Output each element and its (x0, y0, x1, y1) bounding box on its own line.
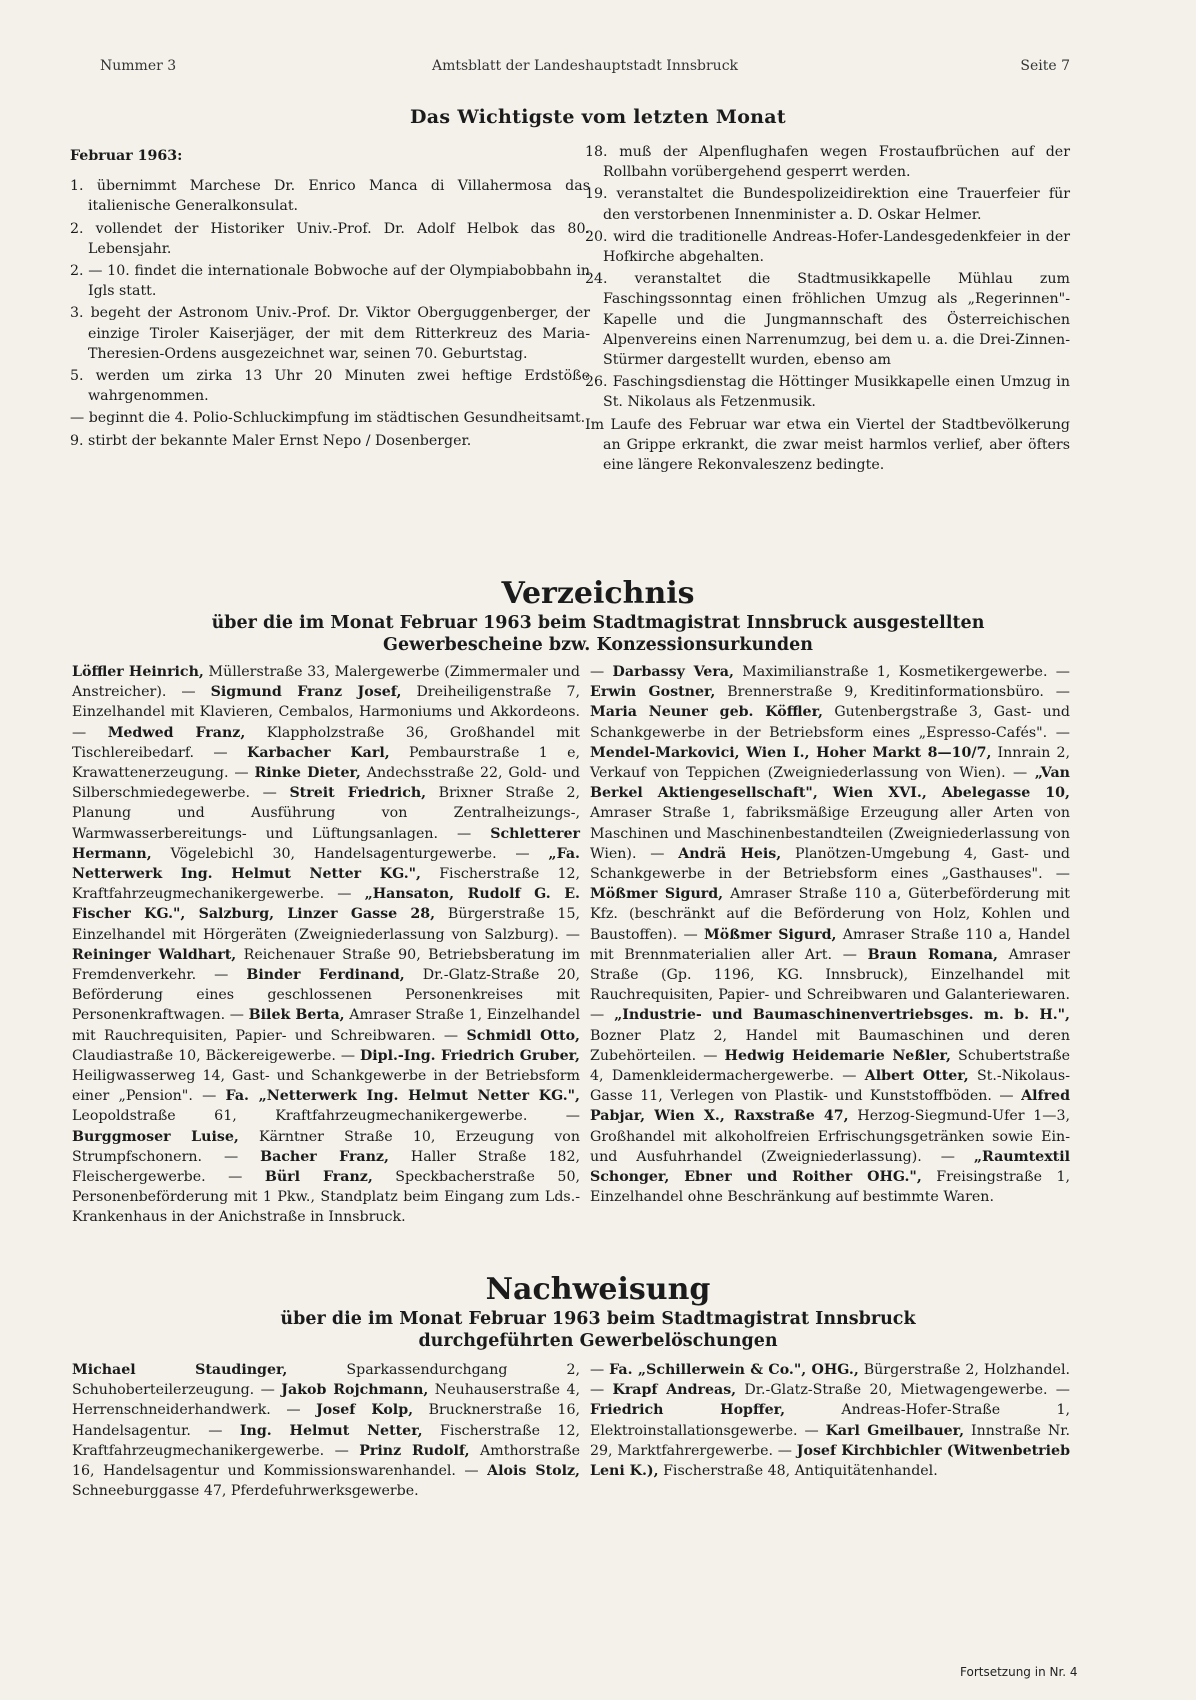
entry-text: Heiligwasserweg 14, Gast- und Schankgewerbe in der Betriebsform einer „Pension". — (72, 1068, 580, 1105)
running-text (72, 1360, 580, 1501)
entry-text: Bozner Platz 2, Handel mit Baumaschinen und deren Zubehörteilen. — (590, 1027, 1070, 1064)
chronicle-item: 20. wird die traditionelle Andreas-Hofer-Landesgedenkfeier in der Hofkirche abgehalten. (585, 228, 1070, 266)
entry-name: Binder Ferdinand, (246, 967, 405, 984)
entry-text: Innstraße Nr. 29, Marktfahrergewerbe. — (590, 1422, 1070, 1459)
continuation-note: Fortsetzung in Nr. 4 (960, 1665, 1078, 1679)
entry-text: Speckbacherstraße 50, Personenbeförderung mit 1 Pkw., Standplatz beim Eingang zum Lds.-Krankenhaus in der Anichstraße in Innsbruck. (72, 1169, 580, 1226)
chronicle-item: 1. übernimmt Marchese Dr. Enrico Manca di Villahermosa das italienische Generalkonsulat. (70, 178, 590, 215)
entry-name: Andrä Heis, (678, 845, 782, 862)
chronicle-item: 19. veranstaltet die Bundespolizeidirektion eine Trauerfeier für den verstorbenen Innenminister a. D. Oskar Helmer. (585, 186, 1070, 223)
entry-name: Alfred Pabjar, Wien X., Raxstraße 47, (590, 1088, 1070, 1125)
entry-name: Michael Staudinger, (72, 1362, 288, 1378)
entry-name: Fa. „Schillerwein & Co.", OHG., (609, 1362, 859, 1378)
entry-name: Hedwig Heidemarie Neßler, (724, 1047, 951, 1064)
entry-text: Dreiheiligenstraße 7, Einzelhandel mit Klavieren, Cembalos, Harmoniums und Akkordeons. — (72, 684, 580, 741)
entry-name: Streit Friedrich, (289, 785, 427, 802)
verzeichnis-right-column (590, 662, 1070, 1209)
entry-name: Friedrich Hopffer, (590, 1402, 786, 1419)
verzeichnis-left-column (72, 662, 580, 1230)
entry-name: Burggmoser Luise, (72, 1128, 239, 1145)
chronicle-right-list (585, 142, 1070, 477)
verzeichnis-title: Verzeichnis (501, 576, 695, 611)
entry-name: „Hansaton, Rudolf G. E. Fischer KG.", Salzburg, Linzer Gasse 28, (72, 886, 580, 923)
publication-title: Amtsblatt der Landeshauptstadt Innsbruck (431, 58, 739, 74)
chronicle-item: 3. begeht der Astronom Univ.-Prof. Dr. Viktor Oberguggenberger, der einzige Tiroler Kaiserjäger, der mit dem Ritterkreuz des Maria-Theresien-Ordens ausgezeichnet war, seinen 70. Geburtstag. (70, 305, 590, 362)
entry-text: Innrain 2, Verkauf von Teppichen (Zweigniederlassung von Wien). — (590, 744, 1070, 782)
entry-text: Fischerstraße 48, Antiquitätenhandel. (658, 1463, 938, 1480)
verzeichnis-subtitle-2: Gewerbescheine bzw. Konzessionsurkunden (383, 635, 813, 655)
entry-name: „Industrie- und Baumaschinenvertriebsges. m. b. H.", (614, 1007, 1071, 1024)
page-number: Seite 7 (1020, 58, 1070, 74)
entry-name: Josef Kolp, (316, 1402, 414, 1419)
chronicle-item: 26. Faschingsdienstag die Höttinger Musikkapelle einen Umzug in St. Nikolaus als Fetzenmusik. (585, 374, 1070, 411)
entry-text: Pembaurstraße 1 e, Krawattenerzeugung. — (72, 744, 580, 782)
chronicle-left-column (70, 146, 590, 453)
entry-name: Mößmer Sigurd, (590, 886, 724, 903)
entry-name: Sigmund Franz Josef, (210, 684, 402, 701)
entry-text: Brucknerstraße 16, Handelsagentur. — (72, 1402, 580, 1439)
entry-text: Fischerstraße 12, Kraftfahrzeugmechanikergewerbe. — (72, 866, 581, 903)
entry-name: Dipl.-Ing. Friedrich Gruber, (359, 1047, 580, 1064)
running-text (590, 1360, 1070, 1481)
entry-text: Herzog-Siegmund-Ufer 1—3, Großhandel mit alkoholfreien Erfrischungsgetränken sowie Ein- und Ausfuhrhandel (Zweigniederlassung). — (590, 1108, 1070, 1165)
entry-name: „Fa. Netterwerk Ing. Helmut Netter KG.", (72, 845, 580, 883)
entry-text: Amraser Straße (Gp. 1196, KG. Innsbruck), Einzelhandel mit Rauchrequisiten, Papier- und Schreibwaren und Galanteriewaren. — (590, 946, 1070, 1024)
entry-name: Josef Kirchbichler (Witwenbetrieb Leni K.), (590, 1442, 1070, 1480)
entry-name: „Raumtextil Schonger, Ebner und Roither OHG.", (590, 1148, 1070, 1186)
entry-text: Maximilianstraße 1, Kosmetikergewerbe. — (733, 664, 1070, 680)
entry-name: Schmidl Otto, (466, 1027, 581, 1044)
entry-text: Brennerstraße 9, Kreditinformationsbüro. — (715, 684, 1070, 701)
chronicle-item: 2. vollendet der Historiker Univ.-Prof. Dr. Adolf Helbok das 80. Lebensjahr. (70, 220, 590, 257)
entry-text: Müllerstraße 33, Malergewerbe (Zimmermaler und Anstreicher). — (72, 664, 580, 701)
nachweisung-title: Nachweisung (485, 1272, 711, 1307)
entry-text: Bürgerstraße 2, Holzhandel. — (590, 1362, 1071, 1399)
entry-text: Brixner Straße 2, Planung und Ausführung von Zentralheizungs-, Warmwasserbereitungs- und Lüftungsanlagen. — (72, 785, 580, 842)
entry-name: Rinke Dieter, (254, 765, 361, 782)
chronicle-item: 2. — 10. findet die internationale Bobwoche auf der Olympiabobbahn in Igls statt. (70, 263, 590, 300)
entry-text: Amraser Straße 110 a, Güterbeförderung mit Kfz. (beschränkt auf die Beförderung von Holz, Kohlen und Baustoffen). — (590, 886, 1070, 943)
entry-text: Vögelebichl 30, Handelsagenturgewerbe. — (151, 845, 549, 862)
entry-text: Kärntner Straße 10, Erzeugung von Strumpfschonern. — (72, 1128, 580, 1165)
entry-text: — (590, 1362, 610, 1378)
chronicle-month-label: Februar 1963: (70, 148, 183, 164)
entry-text: Planötzen-Umgebung 4, Gast- und Schankgewerbe in der Betriebsform eines „Gasthauses". — (590, 845, 1070, 883)
entry-text: Leopoldstraße 61, Kraftfahrzeugmechanikergewerbe. — (72, 1108, 580, 1125)
entry-name: Medwed Franz, (107, 724, 246, 741)
section-title: Das Wichtigste vom letzten Monat (410, 106, 786, 128)
entry-text: Haller Straße 182, Fleischergewerbe. — (72, 1148, 580, 1186)
entry-text: Amthorstraße 16, Handelsagentur und Kommissionswarenhandel. — (72, 1442, 581, 1480)
entry-text: Schubertstraße 4, Damenkleidermachergewerbe. — (590, 1047, 1071, 1085)
chronicle-item: Im Laufe des Februar war etwa ein Viertel der Stadtbevölkerung an Grippe erkrankt, die zwar meist harmlos verlief, aber öfters eine längere Rekonvaleszenz bedingte. (585, 416, 1070, 474)
entry-name: Mößmer Sigurd, (704, 926, 837, 943)
entry-text: Sparkassendurchgang 2, Schuhoberteilerzeugung. — (72, 1362, 580, 1399)
entry-name: Ing. Helmut Netter, (239, 1422, 423, 1439)
entry-text: Amraser Straße 110 a, Handel mit Brennmaterialien aller Art. — (590, 926, 1070, 963)
entry-text: Freisingstraße 1, Einzelhandel ohne Beschränkung auf bestimmte Waren. (590, 1169, 1071, 1206)
entry-name: Prinz Rudolf, (359, 1442, 470, 1459)
entry-name: Fa. „Netterwerk Ing. Helmut Netter KG.", (225, 1088, 581, 1105)
entry-text: Andechsstraße 22, Gold- und Silberschmiedegewerbe. — (72, 765, 580, 802)
chronicle-item: 18. muß der Alpenflughafen wegen Frostaufbrüchen auf der Rollbahn vorübergehend gesperrt werden. (585, 144, 1070, 181)
entry-name: „Van Berkel Aktiengesellschaft", Wien XVI., Abelegasse 10, (590, 765, 1070, 802)
entry-text: St.-Nikolaus-Gasse 11, Verlegen von Plastik- und Kunststoffböden. — (590, 1068, 1070, 1105)
entry-text: — (590, 664, 613, 680)
entry-text: Klappholzstraße 36, Großhandel mit Tischlereibedarf. — (72, 724, 580, 761)
entry-name: Braun Romana, (867, 946, 998, 963)
nachweisung-subtitle-1: über die im Monat Februar 1963 beim Stadtmagistrat Innsbruck (280, 1309, 916, 1329)
entry-text: Reichenauer Straße 90, Betriebsberatung im Fremdenverkehr. — (72, 946, 580, 984)
entry-text: Fischerstraße 12, Kraftfahrzeugmechanikergewerbe. — (72, 1422, 580, 1459)
entry-name: Bilek Berta, (248, 1007, 345, 1024)
entry-name: Karbacher Karl, (246, 744, 390, 761)
entry-text: Dr.-Glatz-Straße 20, Beförderung eines geschlossenen Personenkreises mit Personenkraftwagen. — (72, 967, 580, 1024)
verzeichnis-heading (0, 576, 1196, 656)
chronicle-item: — beginnt die 4. Polio-Schluckimpfung im städtischen Gesundheitsamt. (70, 410, 586, 427)
entry-name: Maria Neuner geb. Köffler, (590, 704, 823, 721)
entry-name: Bacher Franz, (260, 1148, 389, 1165)
nachweisung-heading (0, 1272, 1196, 1352)
entry-text: Dr.-Glatz-Straße 20, Mietwagengewerbe. — (736, 1382, 1070, 1399)
chronicle-item: 9. stirbt der bekannte Maler Ernst Nepo / Dosenberger. (70, 432, 472, 449)
entry-name: Reininger Waldhart, (72, 946, 237, 963)
entry-name: Alois Stolz, (487, 1463, 580, 1480)
entry-text: Neuhauserstraße 4, Herrenschneiderhandwerk. — (72, 1382, 580, 1419)
issue-number: Nummer 3 (100, 58, 177, 74)
entry-name: Darbassy Vera, (612, 664, 734, 680)
entry-text: Bürgerstraße 15, Einzelhandel mit Hörgeräten (Zweigniederlassung von Salzburg). — (72, 906, 580, 943)
entry-name: Karl Gmeilbauer, (825, 1422, 965, 1439)
entry-text: Amraser Straße 1, fabriksmäßige Erzeugung aller Arten von Maschinen und Maschinenbestandteilen (Zweigniederlassung von Wien). — (590, 805, 1070, 862)
chronicle-left-list (70, 176, 590, 451)
entry-name: Jakob Rojchmann, (281, 1382, 429, 1399)
running-text (590, 662, 1070, 1207)
chronicle-item: 24. veranstaltet die Stadtmusikkapelle Mühlau zum Faschingssonntag einen fröhlichen Umzug als „Regerinnen"-Kapelle und die Jungmannschaft des Österreichischen Alpenvereins einen Narrenumzug, bei dem u. a. die Drei-Zinnen-Stürmer dargestellt wurden, ebenso am (585, 271, 1070, 369)
nachweisung-left-column (72, 1360, 580, 1503)
nachweisung-subtitle-2: durchgeführten Gewerbelöschungen (418, 1331, 778, 1351)
entry-name: Krapf Andreas, (612, 1382, 737, 1399)
entry-name: Mendel-Markovici, Wien I., Hoher Markt 8—10/7, (590, 744, 992, 761)
running-text (72, 662, 580, 1228)
entry-name: Bürl Franz, (264, 1169, 373, 1186)
nachweisung-right-column (590, 1360, 1070, 1483)
chronicle-item: 5. werden um zirka 13 Uhr 20 Minuten zwei heftige Erdstöße wahrgenommen. (70, 368, 590, 405)
verzeichnis-subtitle-1: über die im Monat Februar 1963 beim Stadtmagistrat Innsbruck ausgestellten (211, 613, 985, 633)
entry-name: Albert Otter, (864, 1068, 969, 1085)
entry-text: Amraser Straße 1, Einzelhandel mit Rauchrequisiten, Papier- und Schreibwaren. — (72, 1007, 580, 1044)
entry-name: Erwin Gostner, (590, 684, 716, 701)
entry-text: Andreas-Hofer-Straße 1, Elektroinstallationsgewerbe. — (590, 1402, 1071, 1439)
entry-text: Gutenbergstraße 3, Gast- und Schankgewerbe in der Betriebsform eines „Espresso-Cafés". — (590, 704, 1070, 741)
entry-name: Schletterer Hermann, (72, 825, 580, 862)
entry-name: Löffler Heinrich, (72, 664, 204, 680)
page-header (100, 58, 1070, 78)
entry-text: Schneeburggasse 47, Pferdefuhrwerksgewerbe. (72, 1483, 419, 1500)
entry-text: Claudiastraße 10, Bäckereigewerbe. — (72, 1047, 360, 1064)
